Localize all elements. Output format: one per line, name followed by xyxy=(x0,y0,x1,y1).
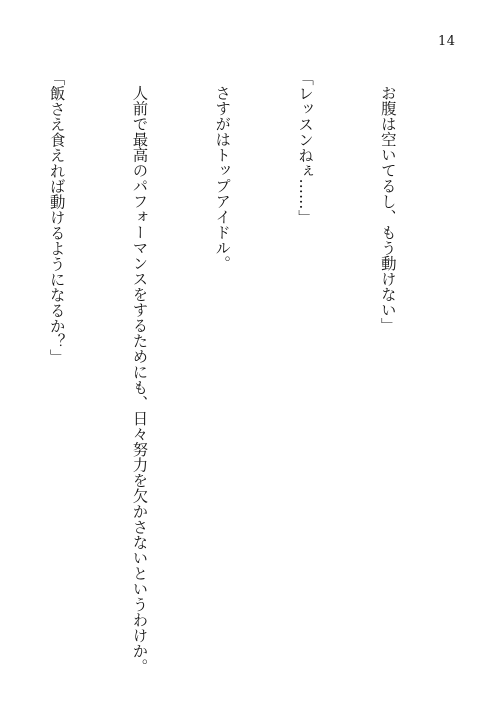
text-line: 「レッスンねぇ……」 xyxy=(296,70,315,225)
text-line: 「飯さえ食えれば動けるようになるか？」 xyxy=(47,70,66,365)
text-line: さすがはトップアイドル。 xyxy=(213,85,232,272)
vertical-text-body xyxy=(0,70,456,675)
text-line: 人前で最高のパフォーマンスをするためにも、日々努力を欠かさないというわけか。 xyxy=(130,85,149,675)
text-line: お腹は空いてるし、もう動けない」 xyxy=(378,85,397,334)
page-number: 14 xyxy=(438,34,456,49)
